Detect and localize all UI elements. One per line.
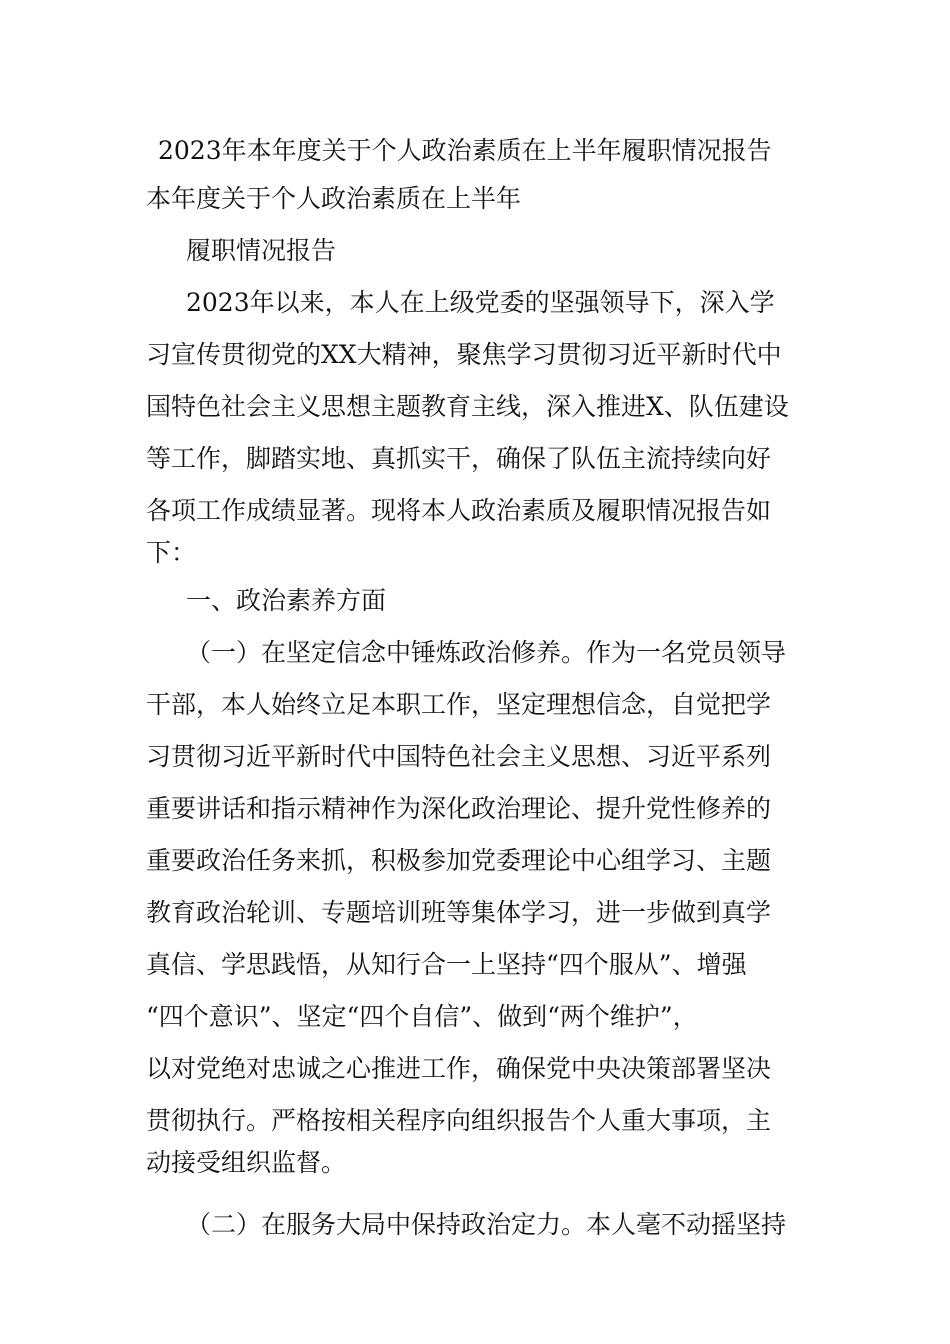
- paragraph-line: 以对党绝对忠诚之心推进工作，确保党中央决策部署坚决: [146, 1054, 772, 1083]
- paragraph-line: “四个意识”、坚定“四个自信”、做到“两个维护”，: [146, 1002, 698, 1031]
- paragraph-line: 重要讲话和指示精神作为深化政治理论、提升党性修养的: [146, 794, 772, 823]
- paragraph-line: 重要政治任务来抓，积极参加党委理论中心组学习、主题: [146, 846, 772, 875]
- paragraph-line: 贯彻执行。严格按相关程序向组织报告个人重大事项，主: [146, 1106, 772, 1135]
- document-title: 2023年本年度关于个人政治素质在上半年履职情况报告: [158, 136, 772, 165]
- intro-line: 习宣传贯彻党的XX大精神，聚焦学习贯彻习近平新时代中: [146, 340, 782, 369]
- intro-line: 下：: [146, 538, 197, 567]
- intro-line: 2023年以来，本人在上级党委的坚强领导下，深入学: [186, 288, 775, 317]
- paragraph-line: （一）在坚定信念中锤炼政治修养。作为一名党员领导: [186, 638, 787, 667]
- paragraph-line: 干部，本人始终立足本职工作，坚定理想信念，自觉把学: [146, 690, 772, 719]
- intro-line: 各项工作成绩显著。现将本人政治素质及履职情况报告如: [146, 496, 772, 525]
- paragraph-line: 教育政治轮训、专题培训班等集体学习，进一步做到真学: [146, 898, 772, 927]
- document-subtitle: 本年度关于个人政治素质在上半年: [146, 184, 522, 213]
- document-subtitle-line2: 履职情况报告: [186, 236, 337, 265]
- intro-line: 等工作，脚踏实地、真抓实干，确保了队伍主流持续向好: [146, 444, 772, 473]
- intro-line: 国特色社会主义思想主题教育主线，深入推进X、队伍建设: [146, 392, 789, 421]
- paragraph-line: 真信、学思践悟，从知行合一上坚持“四个服从”、增强: [146, 950, 747, 979]
- paragraph-line: 习贯彻习近平新时代中国特色社会主义思想、习近平系列: [146, 742, 772, 771]
- section-heading: 一、政治素养方面: [186, 586, 387, 615]
- paragraph-line: 动接受组织监督。: [146, 1148, 347, 1177]
- paragraph-line: （二）在服务大局中保持政治定力。本人毫不动摇坚持: [186, 1210, 787, 1239]
